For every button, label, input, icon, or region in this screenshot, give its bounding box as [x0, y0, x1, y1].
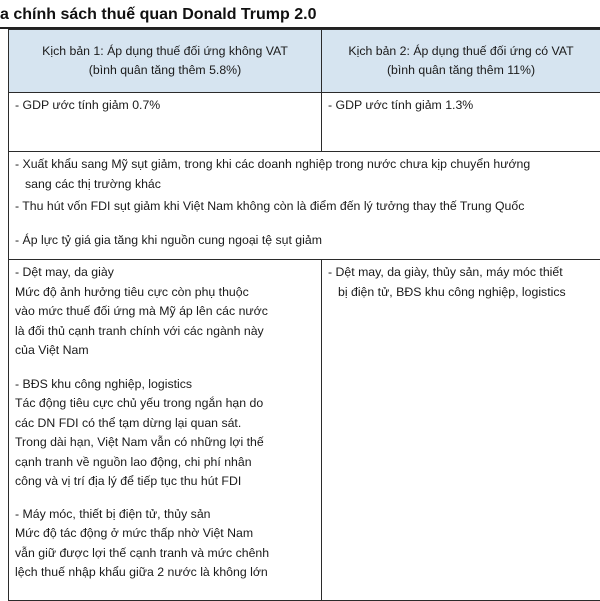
- header-scenario-2-title: Kịch bản 2: Áp dụng thuế đối ứng có VAT: [322, 42, 600, 61]
- header-scenario-2: [322, 30, 600, 93]
- page-title: a chính sách thuế quan Donald Trump 2.0: [0, 4, 317, 26]
- sector-list-line-1: - Dệt may, da giày, thủy sản, máy móc thiết: [328, 263, 594, 283]
- sector-textile-title: - Dệt may, da giày: [15, 263, 315, 283]
- sector-textile-line-4: của Việt Nam: [15, 341, 315, 361]
- gdp-cell-scenario-1: [9, 93, 322, 152]
- sector-industrial-title: - BĐS khu công nghiệp, logistics: [15, 375, 315, 395]
- sector-textile-line-2: vào mức thuế đối ứng mà Mỹ áp lên các nước: [15, 302, 315, 322]
- sector-industrial-line-2: các DN FDI có thể tạm dừng lại quan sát.: [15, 414, 315, 434]
- sectors-cell-scenario-1: [9, 260, 322, 601]
- sector-electronics-line-2: vẫn giữ được lợi thế cạnh tranh và mức chênh: [15, 544, 315, 564]
- sector-industrial-line-3: Trong dài hạn, Việt Nam vẫn có những lợi thế: [15, 433, 315, 453]
- sector-textile-line-1: Mức độ ảnh hưởng tiêu cực còn phụ thuộc: [15, 283, 315, 303]
- sector-textile-line-3: là đối thủ cạnh tranh chính với các ngành này: [15, 322, 315, 342]
- gdp-text-scenario-1: - GDP ước tính giảm 0.7%: [9, 93, 321, 116]
- exchange-rate-impact: - Áp lực tỷ giá gia tăng khi nguồn cung ngoại tệ sụt giảm: [15, 231, 594, 251]
- export-impact-line-2: sang các thị trường khác: [15, 175, 594, 195]
- header-scenario-1: [9, 30, 322, 93]
- sector-electronics-line-3: lệch thuế nhập khẩu giữa 2 nước là không lớn: [15, 563, 315, 583]
- header-scenario-1-subtitle: (bình quân tăng thêm 5.8%): [9, 61, 321, 80]
- table-row-gdp: [9, 93, 600, 152]
- sector-industrial-line-1: Tác động tiêu cực chủ yếu trong ngắn hạn do: [15, 394, 315, 414]
- gdp-cell-scenario-2: [322, 93, 600, 152]
- fdi-impact: - Thu hút vốn FDI sụt giảm khi Việt Nam không còn là điểm đến lý tưởng thay thế Trung Quốc: [15, 197, 594, 217]
- sector-industrial-line-5: công và vị trí địa lý để tiếp tục thu hút FDI: [15, 472, 315, 492]
- sector-electronics-line-1: Mức độ tác động ở mức thấp nhờ Việt Nam: [15, 524, 315, 544]
- header-scenario-1-title: Kịch bản 1: Áp dụng thuế đối ứng không VAT: [9, 42, 321, 61]
- sector-industrial-line-4: cạnh tranh về nguồn lao động, chi phí nhân: [15, 453, 315, 473]
- table-row-sectors: [9, 260, 600, 601]
- sector-electronics-title: - Máy móc, thiết bị điện tử, thủy sản: [15, 505, 315, 525]
- header-scenario-2-subtitle: (bình quân tăng thêm 11%): [322, 61, 600, 80]
- sector-list-line-2: bị điện tử, BĐS khu công nghiệp, logistics: [328, 283, 594, 303]
- gdp-text-scenario-2: - GDP ước tính giảm 1.3%: [322, 93, 600, 116]
- shared-impacts-cell: [9, 152, 600, 260]
- scenario-table: [8, 29, 600, 601]
- table-row-shared-impacts: [9, 152, 600, 260]
- sectors-cell-scenario-2: [322, 260, 600, 601]
- export-impact-line-1: - Xuất khẩu sang Mỹ sụt giảm, trong khi các doanh nghiệp trong nước chưa kịp chuyển hướng: [15, 155, 594, 175]
